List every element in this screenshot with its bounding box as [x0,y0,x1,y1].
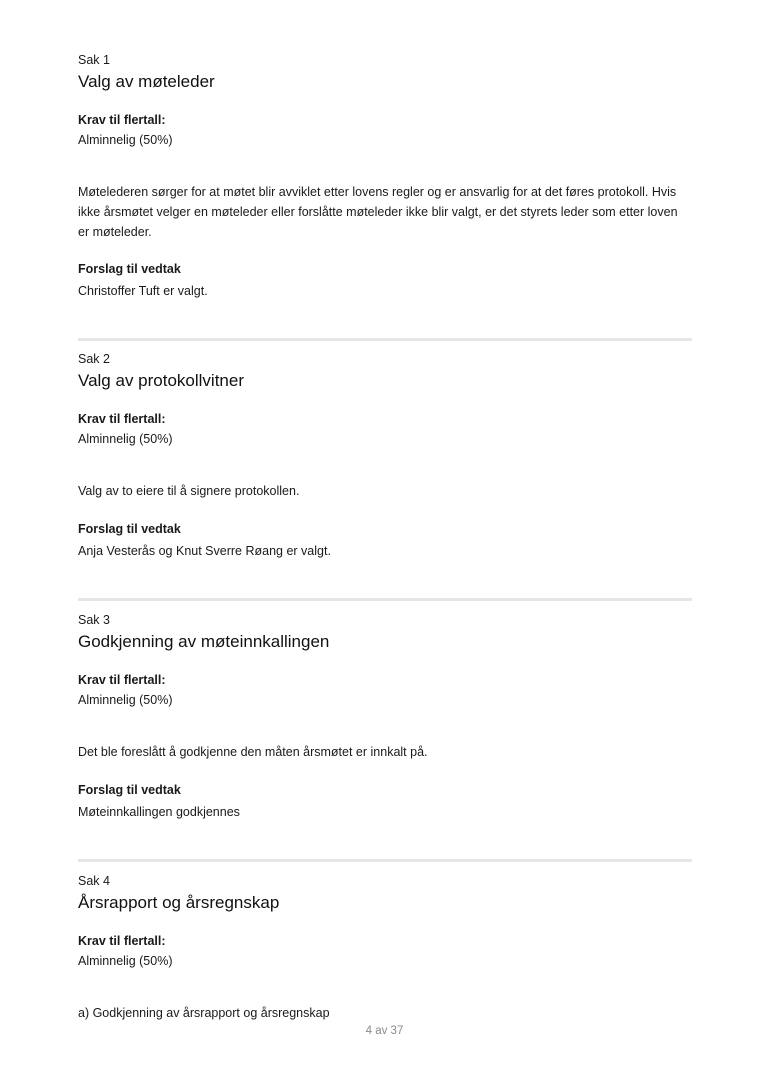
section-divider [78,859,692,862]
krav-value: Alminnelig (50%) [78,693,173,707]
sak-description: Valg av to eiere til å signere protokollen. [78,484,300,498]
krav-label: Krav til flertall: [78,934,166,948]
sak-description: Møtelederen sørger for at møtet blir avviklet etter lovens regler og er ansvarlig for at det føres protokoll. Hvis ikke årsmøtet velger en møteleder eller forslåtte møteleder ikke blir valgt, er det styrets leder som etter loven er møteleder. [78,185,678,239]
sak-title: Godkjenning av møteinnkallingen [78,632,330,651]
sak-number: Sak 3 [78,613,110,627]
forslag-label: Forslag til vedtak [78,262,181,276]
forslag-value: Møteinnkallingen godkjennes [78,805,240,819]
sak-title: Valg av protokollvitner [78,371,244,390]
sak-description: Det ble foreslått å godkjenne den måten årsmøtet er innkalt på. [78,745,428,759]
sak-description: a) Godkjenning av årsrapport og årsregnskap [78,1006,330,1020]
krav-value: Alminnelig (50%) [78,133,173,147]
page-indicator: 4 av 37 [365,1025,404,1037]
section-divider [78,338,692,341]
forslag-label: Forslag til vedtak [78,522,181,536]
sak-number: Sak 4 [78,874,110,888]
krav-label: Krav til flertall: [78,412,166,426]
krav-value: Alminnelig (50%) [78,432,173,446]
sak-number: Sak 2 [78,352,110,366]
krav-label: Krav til flertall: [78,113,166,127]
sak-number: Sak 1 [78,53,110,67]
forslag-value: Anja Vesterås og Knut Sverre Røang er valgt. [78,544,331,558]
sak-title: Årsrapport og årsregnskap [78,893,280,912]
forslag-label: Forslag til vedtak [78,783,181,797]
krav-label: Krav til flertall: [78,673,166,687]
section-divider [78,598,692,601]
krav-value: Alminnelig (50%) [78,954,173,968]
sak-title: Valg av møteleder [78,72,215,91]
forslag-value: Christoffer Tuft er valgt. [78,284,208,298]
